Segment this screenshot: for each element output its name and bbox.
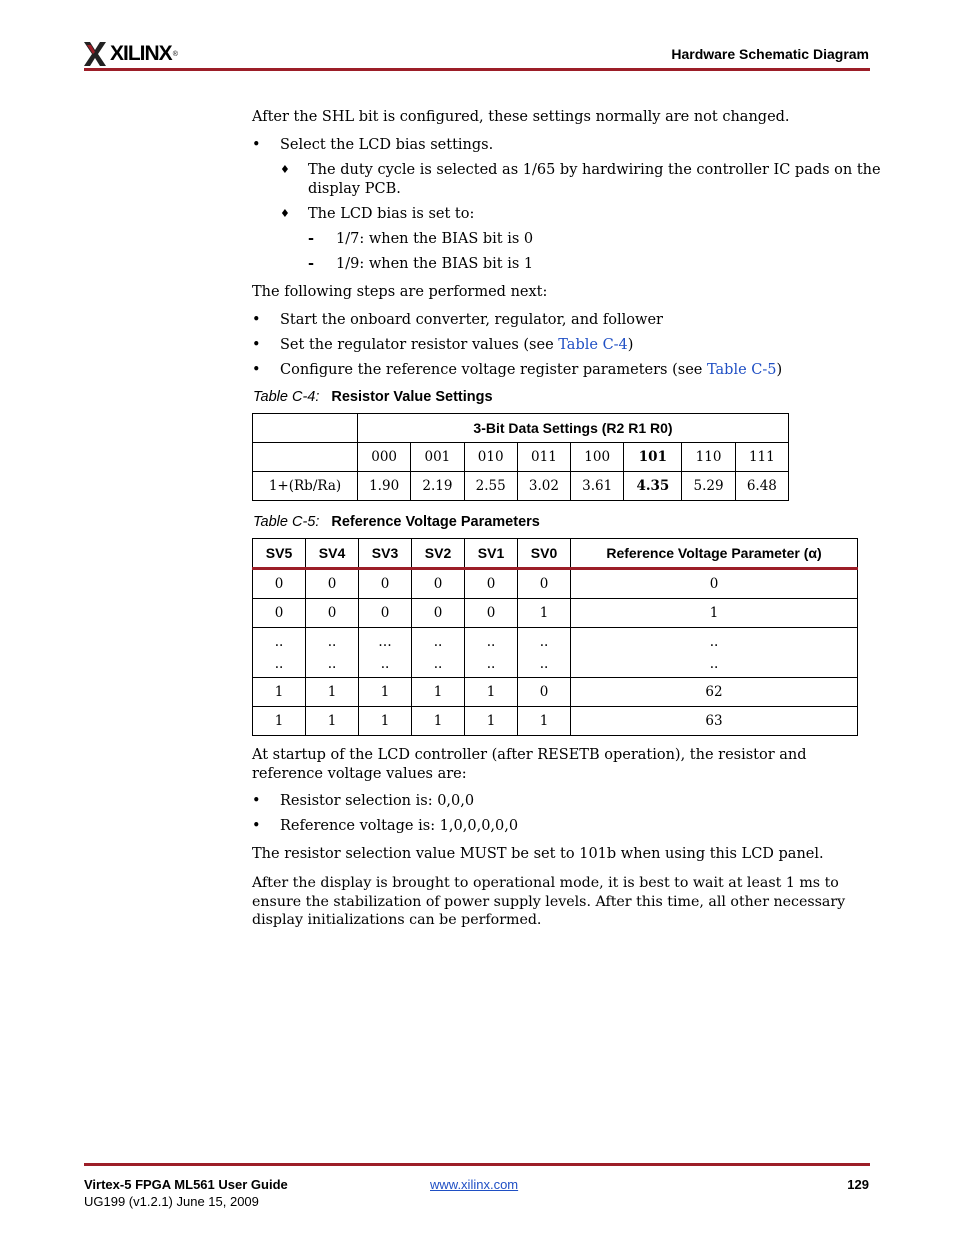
table-cell: 1 xyxy=(518,599,571,628)
table-cell: 0 xyxy=(412,599,465,628)
table-row-label: 1+(Rb/Ra) xyxy=(253,472,358,501)
table-cell: 1 xyxy=(465,678,518,707)
table-cell: 1 xyxy=(412,707,465,736)
table-cell: 3.02 xyxy=(517,472,570,501)
table-c4-link[interactable]: Table C-4 xyxy=(558,337,628,353)
table-row xyxy=(253,472,789,501)
table-cell: 0 xyxy=(571,569,858,599)
table-row xyxy=(253,569,858,599)
table-cell: 1 xyxy=(253,678,306,707)
paragraph-shl: After the SHL bit is configured, these settings normally are not changed. xyxy=(252,109,790,125)
table-cell: 0 xyxy=(412,569,465,599)
table-cell: 0 xyxy=(359,569,412,599)
table-cell: 1.90 xyxy=(358,472,411,501)
table-cell: 1 xyxy=(518,707,571,736)
table-cell: 110 xyxy=(682,443,735,472)
table-cell: 3.61 xyxy=(571,472,624,501)
table-header-cell: Reference Voltage Parameter (α) xyxy=(571,539,858,569)
table-cell: 5.29 xyxy=(682,472,735,501)
table-cell: .. .. xyxy=(465,628,518,678)
table-cell: 1 xyxy=(412,678,465,707)
paragraph-resistor-must: The resistor selection value MUST be set to 101b when using this LCD panel. xyxy=(252,846,824,862)
table-cell: 1 xyxy=(359,678,412,707)
table-cell: .. .. xyxy=(571,628,858,678)
table-header-cell: SV1 xyxy=(465,539,518,569)
table-header-cell: SV3 xyxy=(359,539,412,569)
table-cell: 100 xyxy=(571,443,624,472)
table-cell: 2.19 xyxy=(411,472,464,501)
table-cell: .. .. xyxy=(412,628,465,678)
paragraph-startup: At startup of the LCD controller (after RESETB operation), the resistor and reference voltage values are: xyxy=(252,747,807,782)
table-cell: 6.48 xyxy=(735,472,788,501)
table-row-ellipsis xyxy=(253,628,858,678)
resistor-value-table xyxy=(252,413,789,501)
table-cell-empty xyxy=(253,414,358,443)
table-cell-highlight: 4.35 xyxy=(624,472,682,501)
header-title: Hardware Schematic Diagram xyxy=(671,46,869,62)
table-c5-caption: Table C-5: Reference Voltage Parameters xyxy=(253,514,540,530)
table-cell: 1 xyxy=(465,707,518,736)
table-cell: 1 xyxy=(306,707,359,736)
table-cell: 1 xyxy=(359,707,412,736)
table-cell: 1 xyxy=(571,599,858,628)
table-cell: 1 xyxy=(306,678,359,707)
table-cell: 0 xyxy=(465,569,518,599)
paragraph-steps: The following steps are performed next: xyxy=(252,284,548,300)
table-cell: 0 xyxy=(253,569,306,599)
table-cell: 1 xyxy=(253,707,306,736)
table-cell: 0 xyxy=(465,599,518,628)
table-cell-highlight: 101 xyxy=(624,443,682,472)
table-cell: 0 xyxy=(253,599,306,628)
footer-rule xyxy=(84,1163,870,1166)
table-header-cell: SV2 xyxy=(412,539,465,569)
table-cell: 010 xyxy=(464,443,517,472)
table-cell-empty xyxy=(253,443,358,472)
table-cell: 0 xyxy=(306,569,359,599)
table-cell: 111 xyxy=(735,443,788,472)
page-number: 129 xyxy=(847,1177,869,1192)
table-c4-caption: Table C-4: Resistor Value Settings xyxy=(253,389,493,405)
table-cell: 001 xyxy=(411,443,464,472)
table-cell: 62 xyxy=(571,678,858,707)
table-cell: .. .. xyxy=(306,628,359,678)
table-cell: .. .. xyxy=(518,628,571,678)
table-c5-link[interactable]: Table C-5 xyxy=(706,362,777,378)
table-cell: 0 xyxy=(359,599,412,628)
table-group-header: 3-Bit Data Settings (R2 R1 R0) xyxy=(358,414,789,443)
table-cell: 011 xyxy=(517,443,570,472)
table-cell: 000 xyxy=(358,443,411,472)
footer-website-link[interactable]: www.xilinx.com xyxy=(430,1177,519,1192)
table-cell: 0 xyxy=(518,569,571,599)
table-cell: … .. xyxy=(359,628,412,678)
table-row xyxy=(253,678,858,707)
table-cell: 2.55 xyxy=(464,472,517,501)
xilinx-x-icon xyxy=(84,42,106,66)
footer-guide-title: Virtex-5 FPGA ML561 User Guide xyxy=(84,1177,288,1192)
header-rule xyxy=(84,68,870,71)
paragraph-operational: After the display is brought to operational mode, it is best to wait at least 1 ms to ensure the stabilization of power supply levels. After this time, all other necessary display initializations can be performed. xyxy=(252,875,846,928)
table-row xyxy=(253,443,789,472)
table-cell: 0 xyxy=(518,678,571,707)
table-cell: .. .. xyxy=(253,628,306,678)
table-cell: 63 xyxy=(571,707,858,736)
table-row xyxy=(253,707,858,736)
footer-version: UG199 (v1.2.1) June 15, 2009 xyxy=(84,1194,259,1209)
reference-voltage-table xyxy=(252,538,858,736)
logo-text: XILINX xyxy=(110,42,172,65)
table-header-cell: SV5 xyxy=(253,539,306,569)
table-header-cell: SV4 xyxy=(306,539,359,569)
table-header-cell: SV0 xyxy=(518,539,571,569)
xilinx-logo xyxy=(84,40,178,68)
registered-mark: ® xyxy=(172,50,178,58)
table-row xyxy=(253,599,858,628)
table-cell: 0 xyxy=(306,599,359,628)
